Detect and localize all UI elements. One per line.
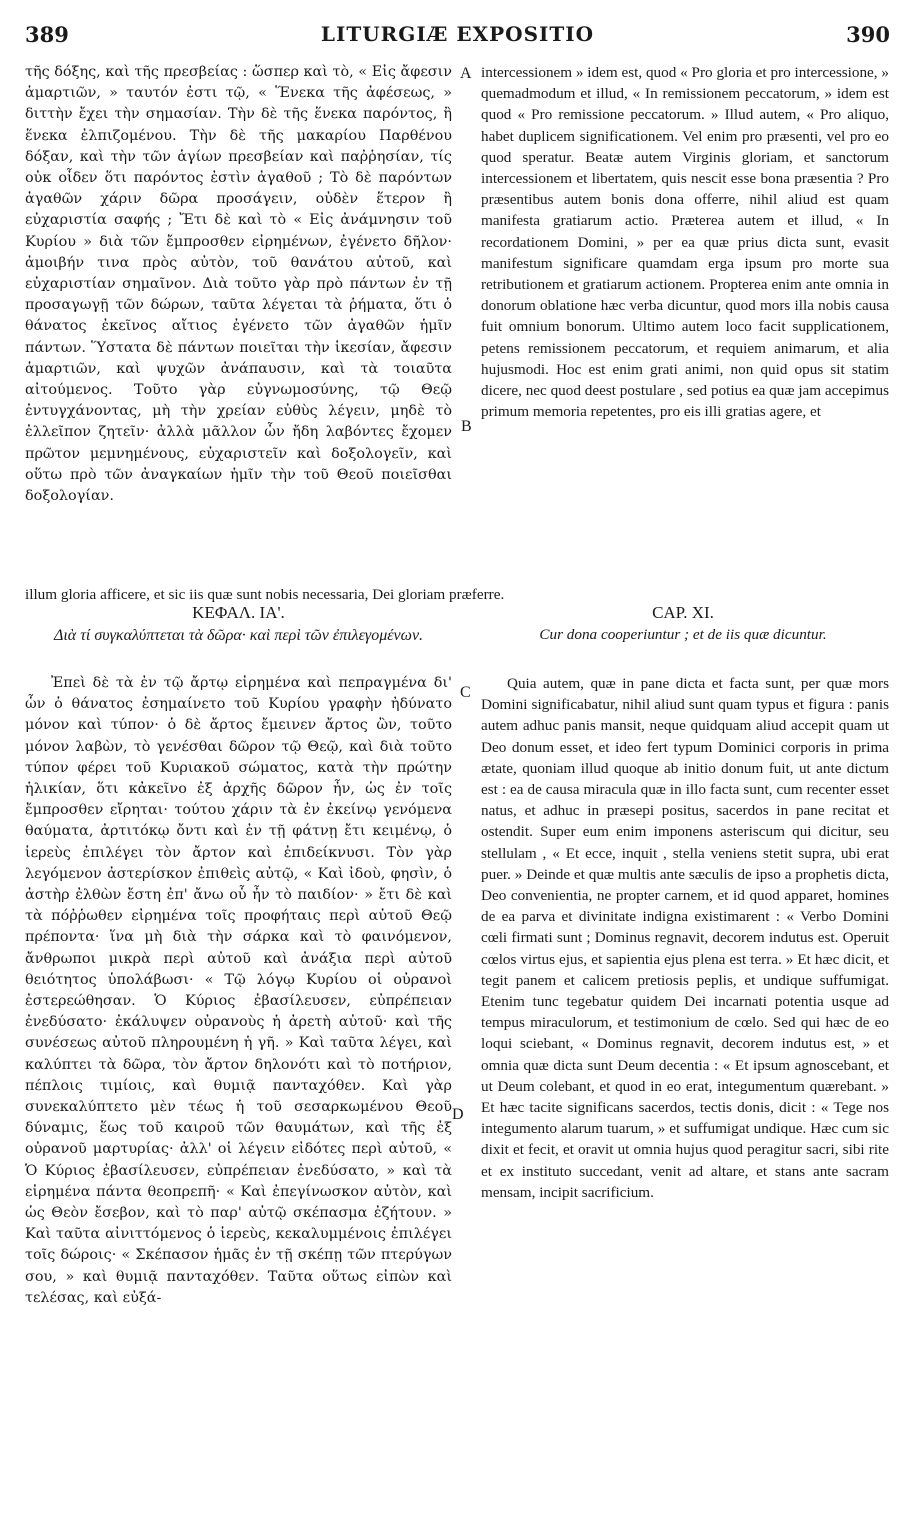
page-header [25, 22, 890, 56]
margin-letter-d: D [452, 1106, 464, 1123]
margin-letter-c: C [460, 684, 471, 701]
greek-chapter-subtitle: Διὰ τί συγκαλύπτεται τὰ δῶρα· καὶ περὶ τῶν ἐπιλεγομένων. [53, 627, 424, 644]
latin-paragraph-bottom-text: Quia autem, quæ in pane dicta et facta sunt, per quæ mors Domini significabatur, nihil aliud sunt quam typus et figura : panis autem adhuc panis mansit, neque quidquam aliud accepit quam ut Deo donum esset, et ideo fert typum Dominici corporis in prima ætate, quoniam illud quoque ab initio donum fuit, ut ante dictum est : ea de causa miracula quæ in illo facta sunt, cum recenter esset natus, et adhuc in præsepi positus, sacerdos in pane recitat et ostendit. Super eum enim imponens asteriscum qui dicitur, seu stellulam , « Et ecce, inquit , stella veniens stetit supra, ubi erat puer. » Deinde et quæ multis ante sæculis de ipso a prophetis dicta, Deo convenientia, ne propter carnem, et id quod apparet, homines de ea parva et divinitate indigna existimarent : « Verbo Domini cœli firmati sunt ; Dominus regnavit, decorem indutus est. Operuit cœlos virtus ejus, et sapientia ejus plena est terra. » Et hæc dicit, et tegit panem et calicem pretiosis peplis, et undique suffumigat. Etenim tunc tegebatur quidem Dei incarnati potentia usque ad tempus miraculorum, et testimonium de cœlo. Sed qui hæc de eo loqui sciebant, « Dominus regnavit, decorem indutus est, » et omnia quæ dicta sunt Deum decentia : « Et ipsum agnoscebant, et ut Deum colebant, et quod in eo erat, integumentum quærebant. » Et hæc tacite significans sacerdos, tectis donis, dicit : « Tege nos integumento alarum tuarum, » et suffumigat undique. Hæc cum sic dixit et fecit, et oravit ut omnia hujus quod peragitur sacri, sibi rite et ex instituto succedant, venit ad altare, et stans ante sacram mensam, incipit sacrificium. [481, 675, 889, 1201]
latin-chapter-subtitle: Cur dona cooperiuntur ; et de iis quæ dicuntur. [539, 626, 827, 643]
greek-column-bottom [25, 673, 452, 1309]
latin-chapter-number: CAP. XI. [652, 603, 714, 622]
running-title: LITURGIÆ EXPOSITIO [320, 22, 595, 46]
page-number-left: 389 [25, 22, 69, 47]
page-number-right: 390 [846, 22, 890, 47]
greek-paragraph-top: τῆς δόξης, καὶ τῆς πρεσβείας : ὥσπερ καὶ τὸ, « Εἰς ἄφεσιν ἁμαρτιῶν, » ταυτόν ἐστι τῷ, « Ἕνεκα τῆς ἀφέσεως, » διττὴν ἔχει τὴν σημασίαν. Τὴν δὲ τῆς ἕνεκα παρόντος, ἢ ἕνεκα ἐλπιζομένου. Τὴν δὲ τῆς μακαρίου Παρθένου δόξαν, καὶ τὴν τῶν ἁγίων πρεσβείαν καὶ παῤῥησίαν, τίς οὐκ οἶδεν ὅτι παρόντος ἐστὶν ἀγαθοῦ ; Τὸ δὲ παρόντων ἀγαθῶν χάριν δῶρα προσάγειν, οὐδὲν ἕτερον ἢ εὐχαριστία σαφής ; Ἔτι δὲ καὶ τὸ « Εἰς ἀνάμνησιν τοῦ Κυρίου » διὰ τῶν ἔμπροσθεν εἰρημένων, ἐγένετο δῆλον· ἀμοιβήν τινα πρὸς αὐτὸν, τοῦ θανάτου αὐτοῦ, καὶ εὐχαριστίαν σημαῖνον. Διὰ τοῦτο γὰρ πρὸ πάντων ἐν τῇ προσαγωγῇ τῶν δώρων, ταῦτα λέγεται τὰ ῥήματα, ὅτι ὁ θάνατος ἐκεῖνος αἴτιος ἐγένετο τῶν ἀγαθῶν ἡμῖν πάντων. Ὕστατα δὲ πάντων ποιεῖται τὴν ἱκεσίαν, ἄφεσιν ἁμαρτιῶν, καὶ ψυχῶν ἀνάπαυσιν, καὶ τὰ τοιαῦτα αἰτούμενος. Τοῦτο γὰρ εὐγνωμοσύνης, τῷ Θεῷ ἐντυγχάνοντας, μὴ τὴν χρείαν εὐθὺς λέγειν, μηδὲ τὸ ἐλλεῖπον ζητεῖν· ἀλλὰ μᾶλλον ὧν ἤδη λαβόντες ἔχομεν πρῶτον μεμνημένους, εὐχαριστεῖν καὶ δοξολογεῖν, καὶ οὕτω πρὸ τῶν ἀναγκαίων ἡμῖν τὴν τοῦ Θεοῦ ποιεῖσθαι δοξολογίαν. [25, 64, 452, 505]
latin-column-bottom [481, 673, 889, 1203]
greek-paragraph-bottom-text: Ἐπεὶ δὲ τὰ ἐν τῷ ἄρτῳ εἰρημένα καὶ πεπραγμένα δι' ὧν ὁ θάνατος ἐσημαίνετο τοῦ Κυρίου γραφὴν ἠδύνατο μόνον καὶ τύπον· ὁ δὲ ἄρτος ἔμεινεν ἄρτος ὢν, τοῦτο μόνον λαβὼν, τὸ γενέσθαι δῶρον τῷ Θεῷ, καὶ διὰ τοῦτο τύπον φέρει τοῦ Κυριακοῦ σώματος, κατὰ τὴν πρώτην ἡλικίαν, ὅτι κἀκεῖνο ἐξ ἀρχῆς δῶρον ἦν, ὡς ἐν τοῖς ἔμπροσθεν εἴρηται· τούτου χάριν τὰ ἐν ἐκείνῳ γενόμενα θαύματα, ἀρτιτόκῳ ὄντι καὶ ἐν τῇ φάτνῃ ἔτι κειμένῳ, ὁ ἱερεὺς ἐπιλέγει τὸν ἄρτον καὶ ἐπιδείκνυσι. Τὸν γὰρ λεγόμενον ἀστερίσκον ἐπιθεὶς αὐτῷ, « Καὶ ἰδοὺ, φησὶν, ὁ ἀστὴρ ἐλθὼν ἔστη ἐπ' ἄνω οὗ ἦν τὸ παιδίον· » ἔτι δὲ καὶ τὰ πόῤῥωθεν εἰρημένα τοῖς προφήταις περὶ αὐτοῦ Θεῷ πρέποντα· ἵνα μὴ διὰ τὴν σάρκα καὶ τὸ φαινόμενον, ἄνθρωποι μικρὰ περὶ αὐτοῦ καὶ ἀνάξια περὶ αὐτοῦ θειότητος ὑπολάβωσι· « Τῷ λόγῳ Κυρίου οἱ οὐρανοὶ ἐστερεώθησαν. Ὁ Κύριος ἐβασίλευσεν, εὐπρέπειαν ἐνεδύσατο· ἐκάλυψεν οὐρανοὺς ἡ ἀρετὴ αὐτοῦ· καὶ τῆς συνέσεως αὐτοῦ πληρουμένη ἡ γῆ. » Καὶ ταῦτα λέγει, καὶ καλύπτει τὰ δῶρα, τὸν ἄρτον δηλονότι καὶ τὸ ποτήριον, πέπλοις τιμίοις, καὶ θυμιᾷ πανταχόθεν. Καὶ γὰρ συνεκαλύπτετο μὲν τέως ἡ τοῦ σεσαρκωμένου Θεοῦ δύναμις, ἕως τοῦ καιροῦ τῶν θαυμάτων, καὶ τῆς ἐξ οὐρανοῦ μαρτυρίας· ἀλλ' οἱ λέγειν εἰδότες περὶ αὐτοῦ, « Ὁ Κύριος ἐβασίλευσεν, εὐπρέπειαν ἐνεδύσατο, » καὶ τὰ εἰρημένα πάντα θεοπρεπῆ· « Καὶ ἐπεγίνωσκον αὐτὸν, καὶ ὡς Θεὸν ἔσεβον, καὶ τὸ παρ' αὐτῷ σκέπασμα ἐζήτουν. » Καὶ ταῦτα αἰνιττόμενος ὁ ἱερεὺς, κεκαλυμμένοις ἐπιλέγει τοῖς δώροις· « Σκέπασον ἡμᾶς ἐν τῇ σκέπῃ τῶν πτερύγων σου, » καὶ θυμιᾷ πανταχόθεν. Ταῦτα οὕτως εἰπὼν καὶ τελέσας, καὶ εὐξά- [25, 675, 452, 1306]
margin-letter-b: B [461, 418, 472, 435]
latin-column-top [481, 62, 889, 422]
margin-letter-a: A [460, 65, 472, 82]
latin-joint-line: illum gloria afficere, et sic iis quæ sunt nobis necessaria, Dei gloriam præferre. [25, 586, 505, 603]
latin-paragraph-top: intercessionem » idem est, quod « Pro gloria et pro intercessione, » quemadmodum et illud, « In remissionem peccatorum, » idem est quod « Pro remissione peccatorum. » Illud autem, « Pro aliquo, habet duplicem significationem. Vel enim pro præsenti, vel pro eo quod speratur. Beatæ autem Virginis gloriam, et sanctorum intercessionem et libertatem, quis nescit esse bona præsentia ? Pro præsentibus autem bonis dona offerre, nihil aliud est quam manifesta gratiarum actio. Præterea autem et illud, « In recordationem Domini, » per ea quæ prius dicta sunt, evasit manifestum significare quamdam erga ipsum pro morte sua retributionem et gratiarum actionem. Propterea enim ante omnia in donorum oblatione hæc verba dicuntur, quod mors illa nobis causa fuit omnium bonorum. Ultimo autem loco facit supplicationem, petens remissionem peccatorum, et requiem animarum, et alia hujusmodi. Hoc est enim grati animi, non quid opus sit statim dicere, nec quod deest postulare , sed potius ea quæ jam accepimus primum memoria repetentes, pro eis illi gratias agere, et [481, 64, 889, 421]
greek-chapter-number: ΚΕΦΑΛ. ΙΑ'. [192, 603, 285, 622]
latin-paragraph-bottom [481, 673, 889, 1203]
greek-column-top [25, 62, 452, 507]
greek-paragraph-bottom [25, 673, 452, 1309]
